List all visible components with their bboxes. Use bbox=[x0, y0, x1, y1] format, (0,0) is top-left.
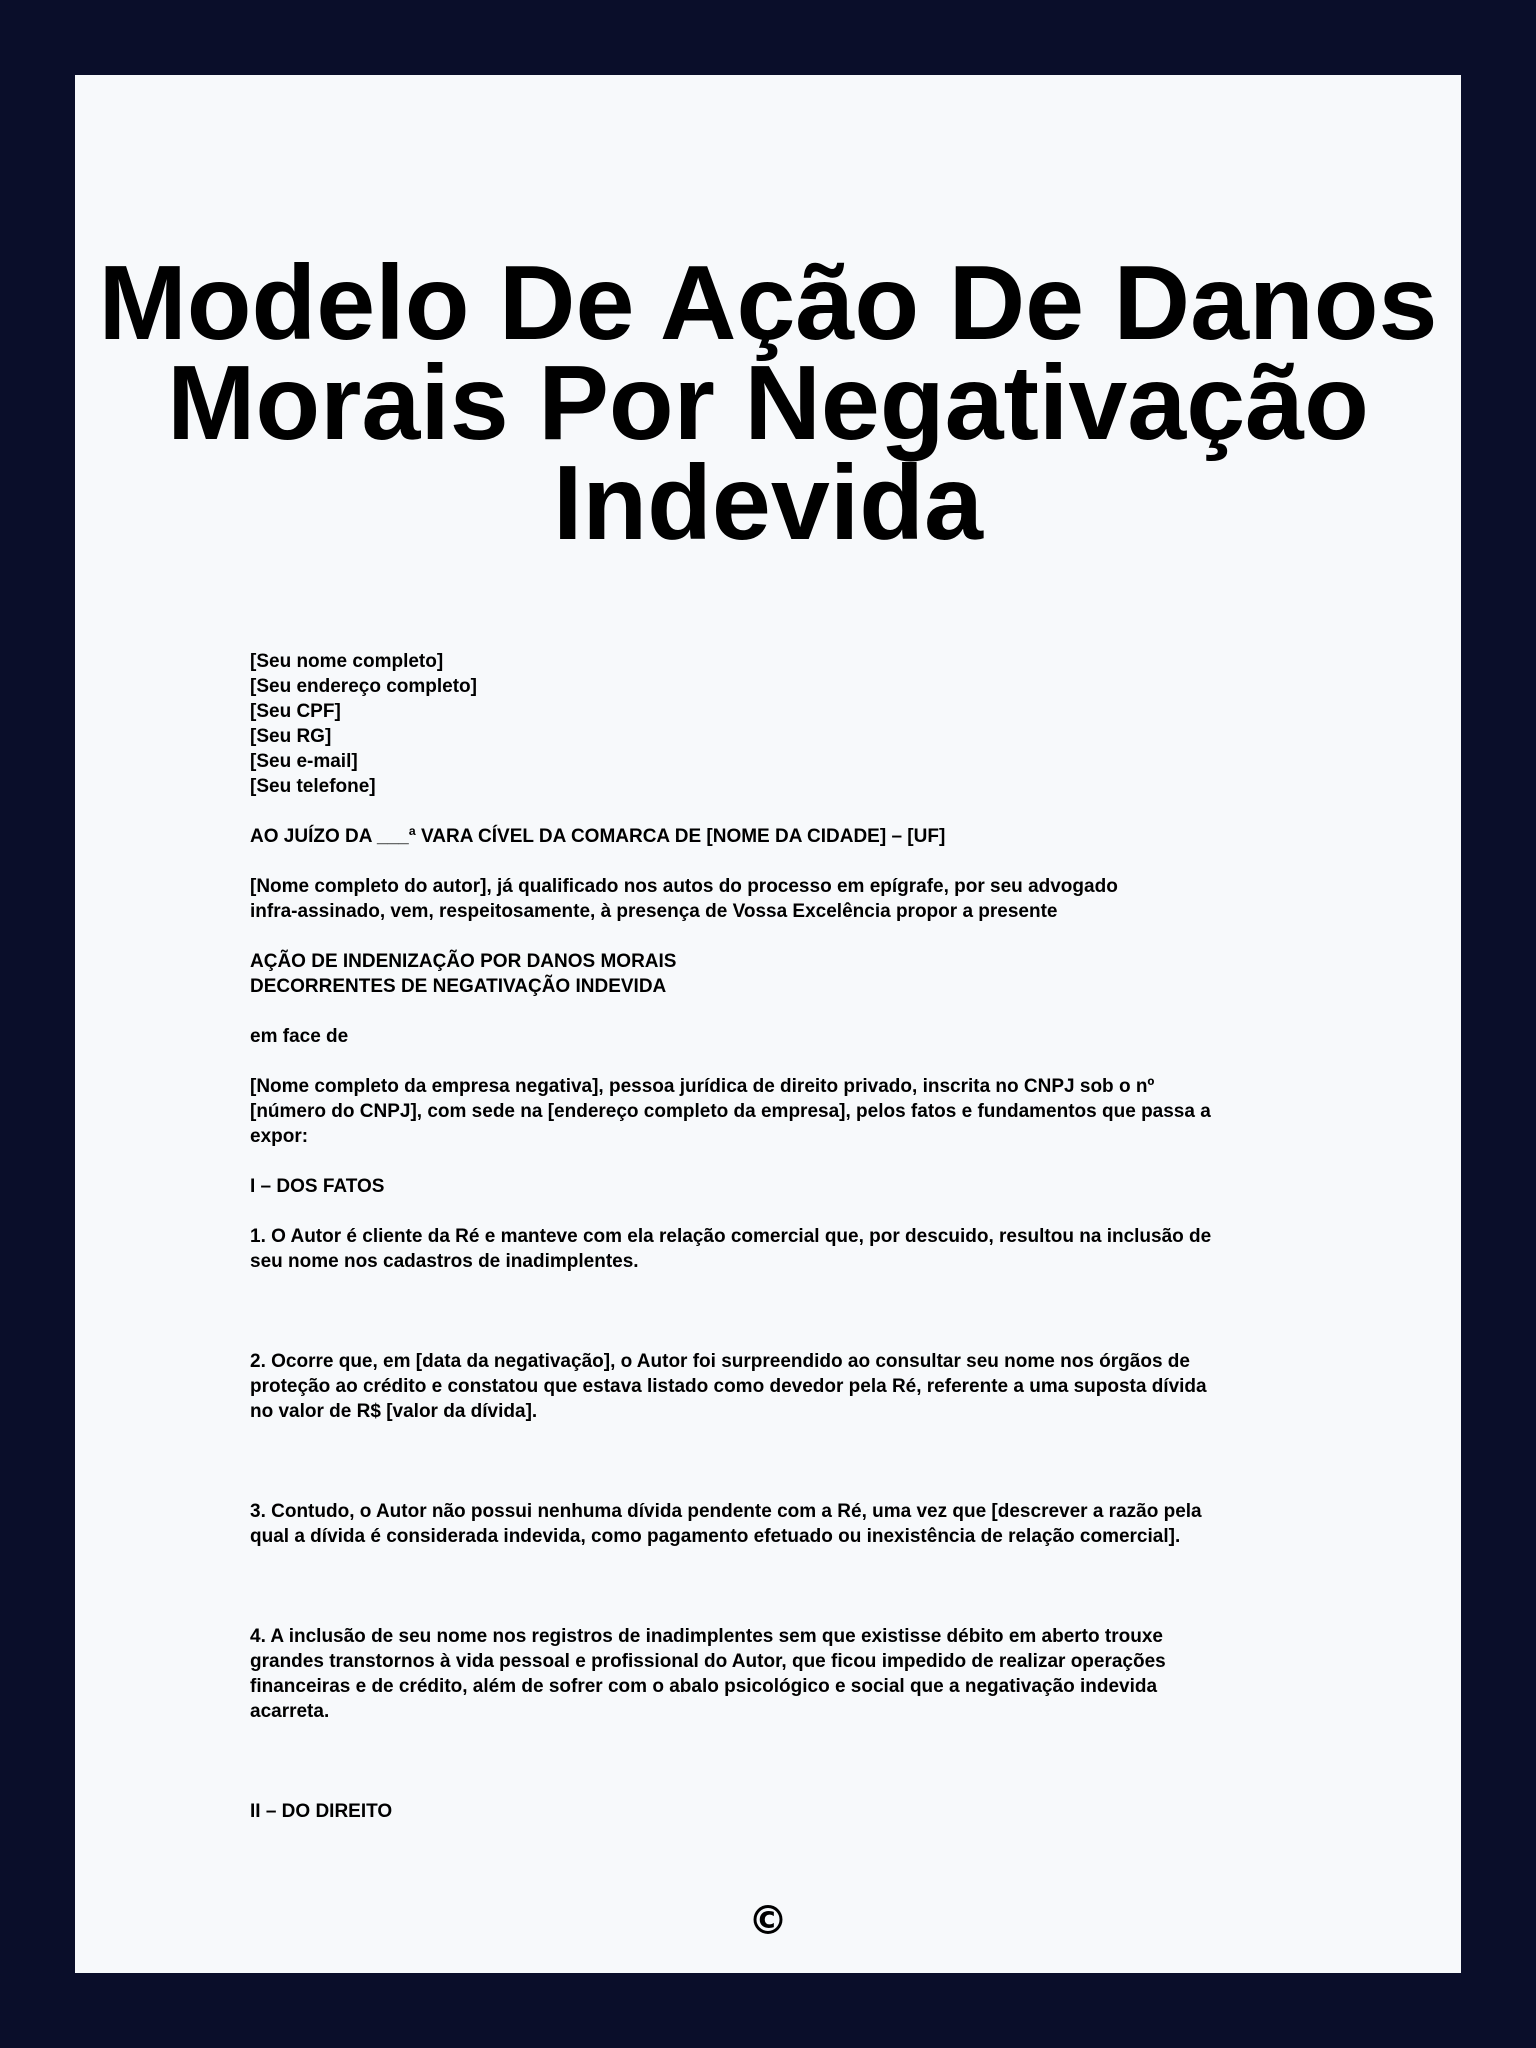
fact-paragraph-2 bbox=[250, 1349, 1310, 1424]
section-heading-facts: I – DOS FATOS bbox=[250, 1176, 385, 1197]
fact-line: financeiras e de crédito, além de sofrer com o abalo psicológico e social que a negativação indevida bbox=[250, 1676, 1158, 1697]
fact-paragraph-3 bbox=[250, 1499, 1310, 1549]
header-field-name: [Seu nome completo] bbox=[250, 651, 444, 672]
header-field-rg: [Seu RG] bbox=[250, 726, 332, 747]
intro-line: [Nome completo do autor], já qualificado nos autos do processo em epígrafe, por seu advogado bbox=[250, 876, 1118, 897]
intro-paragraph bbox=[250, 874, 1310, 924]
em-face-de: em face de bbox=[250, 1026, 349, 1047]
title-line: Modelo De Ação De Danos bbox=[98, 244, 1438, 362]
action-title-line: AÇÃO DE INDENIZAÇÃO POR DANOS MORAIS bbox=[250, 951, 677, 972]
fact-line: qual a dívida é considerada indevida, como pagamento efetuado ou inexistência de relação comercial]. bbox=[250, 1526, 1181, 1547]
fact-line: no valor de R$ [valor da dívida]. bbox=[250, 1401, 538, 1422]
header-field-phone: [Seu telefone] bbox=[250, 776, 376, 797]
fact-line: proteção ao crédito e constatou que estava listado como devedor pela Ré, referente a uma suposta dívida bbox=[250, 1376, 1207, 1397]
header-field-address: [Seu endereço completo] bbox=[250, 676, 477, 697]
court-address: AO JUÍZO DA ___ª VARA CÍVEL DA COMARCA DE [NOME DA CIDADE] – [UF] bbox=[250, 826, 946, 847]
document-page bbox=[75, 75, 1461, 1973]
document-body bbox=[250, 649, 1310, 1824]
header-field-cpf: [Seu CPF] bbox=[250, 701, 341, 722]
fact-line: seu nome nos cadastros de inadimplentes. bbox=[250, 1251, 639, 1272]
intro-line: infra-assinado, vem, respeitosamente, à presença de Vossa Excelência propor a presente bbox=[250, 901, 1058, 922]
defendant-line: [Nome completo da empresa negativa], pessoa jurídica de direito privado, inscrita no CNPJ sob o nº bbox=[250, 1076, 1155, 1097]
fact-paragraph-1 bbox=[250, 1224, 1310, 1274]
defendant-line: [número do CNPJ], com sede na [endereço completo da empresa], pelos fatos e fundamentos que passa a bbox=[250, 1101, 1211, 1122]
fact-paragraph-4 bbox=[250, 1624, 1310, 1724]
fact-line: 3. Contudo, o Autor não possui nenhuma dívida pendente com a Ré, uma vez que [descrever a razão pela bbox=[250, 1501, 1202, 1522]
section-heading-law: II – DO DIREITO bbox=[250, 1801, 393, 1822]
document-title bbox=[75, 244, 1461, 562]
fact-line: grandes transtornos à vida pessoal e profissional do Autor, que ficou impedido de realizar operações bbox=[250, 1651, 1166, 1672]
title-line: Morais Por Negativação bbox=[167, 344, 1369, 462]
fact-line: 1. O Autor é cliente da Ré e manteve com ela relação comercial que, por descuido, resultou na inclusão de bbox=[250, 1226, 1212, 1247]
header-field-email: [Seu e-mail] bbox=[250, 751, 358, 772]
header-fields bbox=[250, 649, 1310, 799]
title-line: Indevida bbox=[552, 444, 983, 562]
fact-line: 4. A inclusão de seu nome nos registros de inadimplentes sem que existisse débito em aberto trouxe bbox=[250, 1626, 1163, 1647]
fact-line: acarreta. bbox=[250, 1701, 330, 1722]
fact-line: 2. Ocorre que, em [data da negativação], o Autor foi surpreendido ao consultar seu nome nos órgãos de bbox=[250, 1351, 1190, 1372]
action-title-line: DECORRENTES DE NEGATIVAÇÃO INDEVIDA bbox=[250, 976, 667, 997]
action-title bbox=[250, 949, 1310, 999]
defendant-line: expor: bbox=[250, 1126, 309, 1147]
copyright-icon: © bbox=[748, 1898, 788, 1944]
defendant-paragraph bbox=[250, 1074, 1310, 1149]
